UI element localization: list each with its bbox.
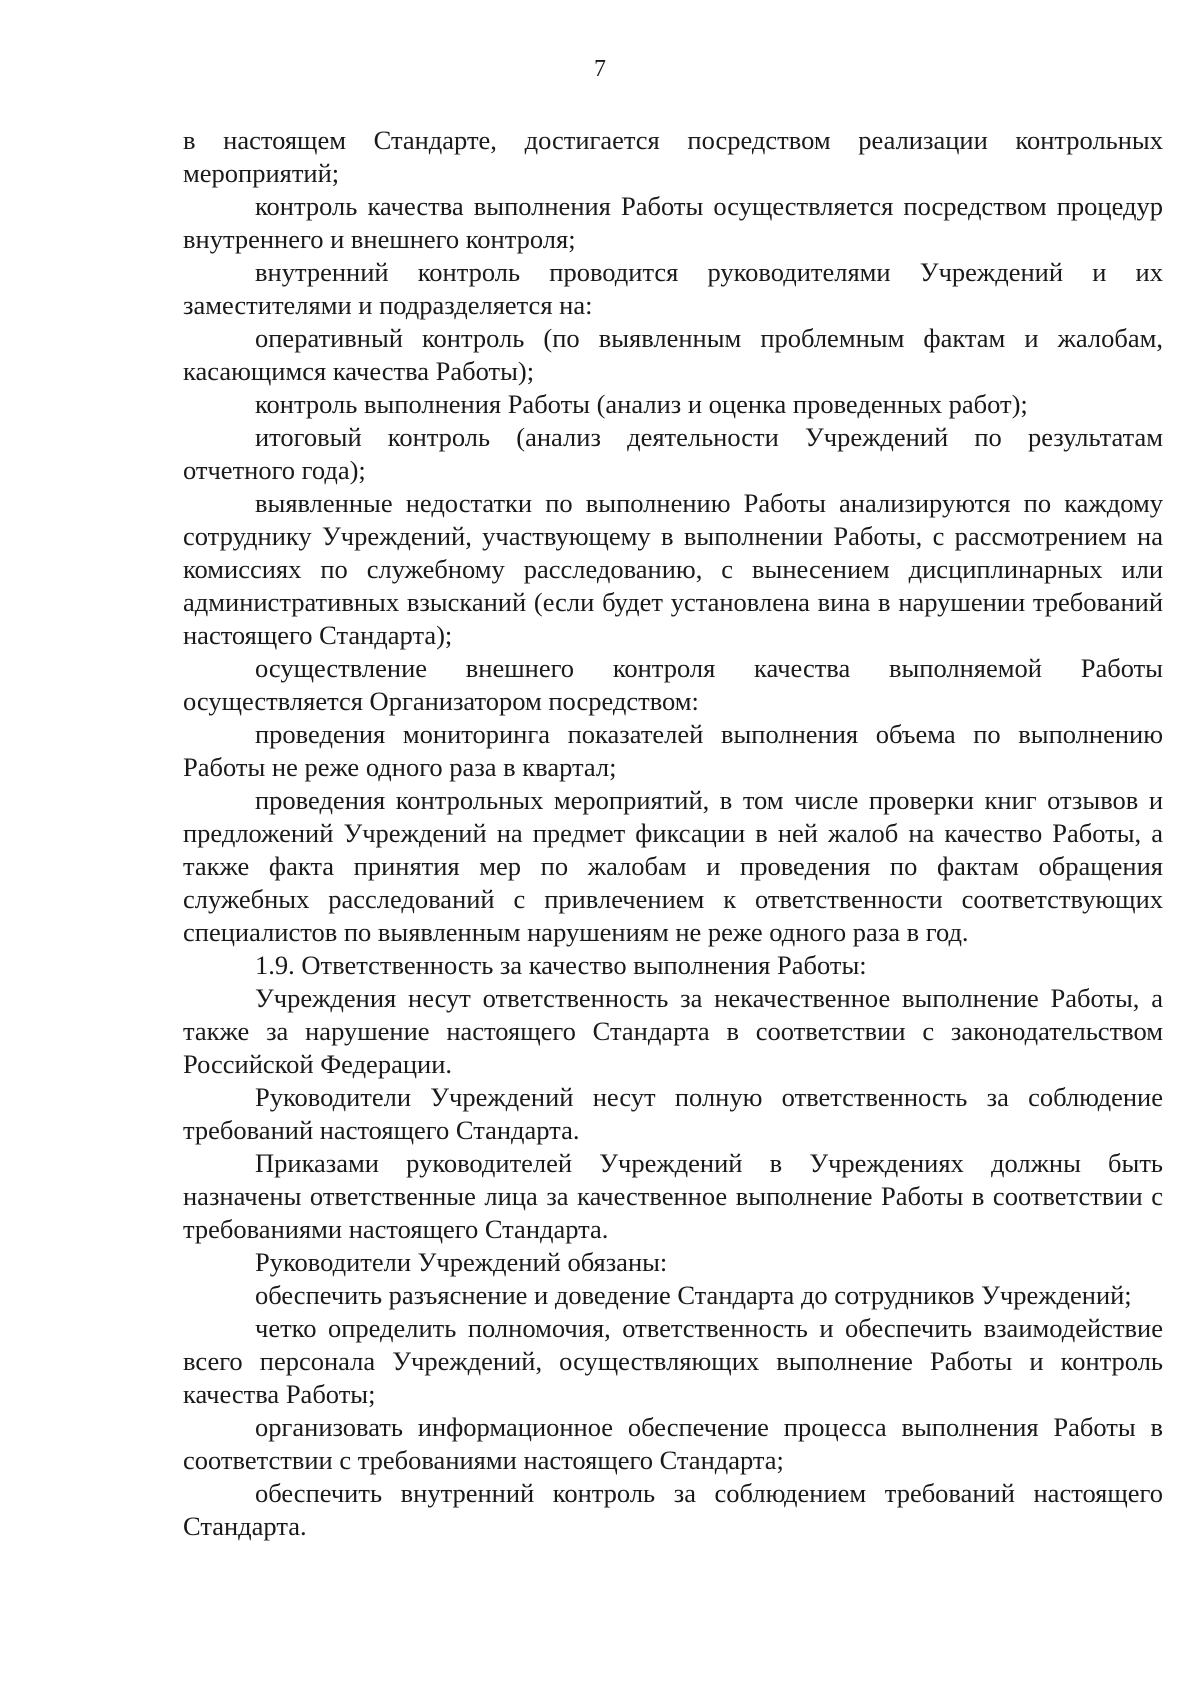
paragraph: контроль выполнения Работы (анализ и оценка проведенных работ);: [255, 389, 1028, 419]
paragraph: проведения мониторинга показателей выполнения объема по выполнению Работы не реже одного раза в квартал;: [183, 719, 1163, 782]
paragraph: в настоящем Стандарте, достигается посредством реализации контрольных мероприятий;: [183, 125, 1163, 188]
paragraph: Приказами руководителей Учреждений в Учреждениях должны быть назначены ответственные лица за качественное выполнение Работы в соответствии с требованиями настоящего Стандарта.: [183, 1148, 1163, 1244]
paragraph: организовать информационное обеспечение процесса выполнения Работы в соответствии с требованиями настоящего Стандарта;: [183, 1412, 1163, 1475]
paragraph: Руководители Учреждений несут полную ответственность за соблюдение требований настоящего Стандарта.: [183, 1082, 1163, 1145]
paragraph: оперативный контроль (по выявленным проблемным фактам и жалобам, касающимся качества Работы);: [183, 323, 1163, 386]
paragraph: 1.9. Ответственность за качество выполнения Работы:: [255, 950, 867, 980]
paragraph: четко определить полномочия, ответственность и обеспечить взаимодействие всего персонала Учреждений, осуществляющих выполнение Работы и контроль качества Работы;: [183, 1313, 1163, 1409]
paragraph: проведения контрольных мероприятий, в том числе проверки книг отзывов и предложений Учреждений на предмет фиксации в ней жалоб на качество Работы, а также факта принятия мер по жалобам и проведения по фактам обращения служебных расследований с привлечением к ответственности соответствующих специалистов по выявленным нарушениям не реже одного раза в год.: [183, 785, 1163, 947]
paragraph: Руководители Учреждений обязаны:: [255, 1247, 668, 1277]
paragraph: осуществление внешнего контроля качества выполняемой Работы осуществляется Организатором посредством:: [183, 653, 1163, 716]
page-number: 7: [594, 56, 606, 82]
paragraph: обеспечить внутренний контроль за соблюдением требований настоящего Стандарта.: [183, 1478, 1163, 1541]
paragraph: контроль качества выполнения Работы осуществляется посредством процедур внутреннего и внешнего контроля;: [183, 191, 1163, 254]
paragraph: Учреждения несут ответственность за некачественное выполнение Работы, а также за нарушение настоящего Стандарта в соответствии с законодательством Российской Федерации.: [183, 983, 1163, 1079]
paragraph: обеспечить разъяснение и доведение Стандарта до сотрудников Учреждений;: [255, 1280, 1132, 1310]
paragraph: выявленные недостатки по выполнению Работы анализируются по каждому сотруднику Учреждений, участвующему в выполнении Работы, с рассмотрением на комиссиях по служебному расследованию, с вынесением дисциплинарных или административных взысканий (если будет установлена вина в нарушении требований настоящего Стандарта);: [183, 488, 1163, 650]
document-body: [183, 124, 1163, 1543]
paragraph: итоговый контроль (анализ деятельности Учреждений по результатам отчетного года);: [183, 422, 1163, 485]
paragraph: внутренний контроль проводится руководителями Учреждений и их заместителями и подразделяется на:: [183, 257, 1163, 320]
